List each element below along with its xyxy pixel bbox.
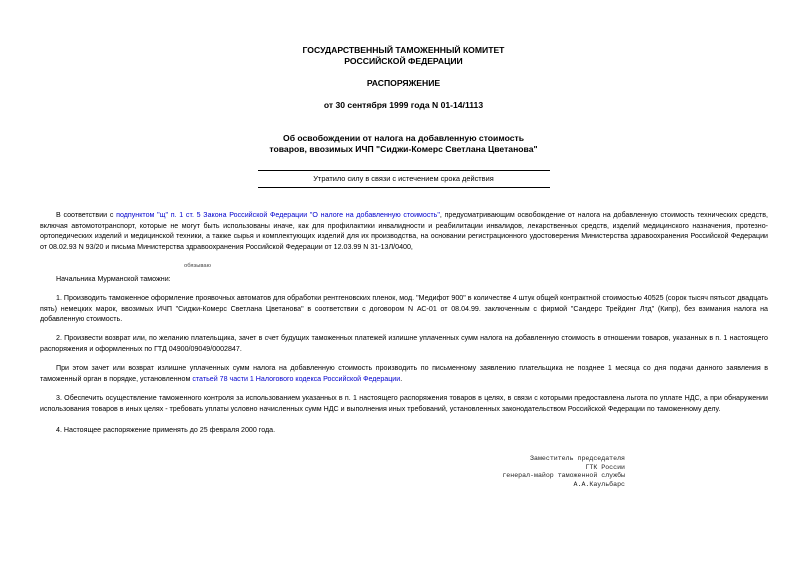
status-note: Утратило силу в связи с истечением срока действия bbox=[313, 174, 494, 183]
signature-name: А.А.Каульбарс bbox=[573, 480, 625, 488]
item-2-note-text: При этом зачет или возврат излишне уплаченных сумм налога на добавленную стоимость производить по письменному заявлению плательщика не позднее 1 месяца со дня подачи данного заявления в таможенный орган в порядке, установленном bbox=[40, 364, 768, 383]
addressee: Начальника Мурманской таможни: bbox=[56, 275, 171, 283]
doc-date-number: от 30 сентября 1999 года N 01-14/1113 bbox=[323, 100, 484, 110]
law-link[interactable]: подпунктом "щ" п. 1 ст. 5 Закона Российской Федерации "О налоге на добавленную стоимость" bbox=[116, 211, 440, 219]
preamble-paragraph bbox=[40, 210, 768, 252]
item-2-note-end: . bbox=[400, 374, 403, 383]
doc-title-line2: товаров, ввозимых ИЧП "Сиджи-Комерс Светлана Цветанова" bbox=[269, 144, 538, 154]
item-2-note bbox=[40, 363, 768, 384]
divider-bottom bbox=[258, 187, 550, 188]
obliges-word: обязываю bbox=[184, 263, 211, 269]
org-name-line1: ГОСУДАРСТВЕННЫЙ ТАМОЖЕННЫЙ КОМИТЕТ bbox=[302, 45, 505, 55]
item-4: 4. Настоящее распоряжение применять до 25 февраля 2000 года. bbox=[56, 426, 276, 434]
item-1: 1. Производить таможенное оформление проявочных автоматов для обработки рентгеновских пленок, мод. "Медифот 900" в количестве 4 штук общей контрактной стоимостью 40525 (сорок тысяч пятьсот двадцать пять) немецких марок, ввозимых ИЧП "Сиджи-Комерс Светлана Цветанова" в соответствии с договором N АС-01 от 08.04.99. заключенным с фирмой "Сандерс Трейдинг Лтд" (Кипр), без взимания налога на добавленную стоимость. bbox=[40, 294, 768, 324]
signature-line2: ГТК России bbox=[585, 463, 625, 471]
tax-code-link[interactable]: статьей 78 части 1 Налогового кодекса Российской Федерации bbox=[192, 374, 401, 383]
item-2: 2. Произвести возврат или, по желанию плательщика, зачет в счет будущих таможенных платежей излишне уплаченных сумм налога на добавленную стоимость в отношении товаров, указанных в п. 1 настоящего распоряжения и оформленных по ГТД 04900/09049/0002847. bbox=[40, 334, 768, 353]
signature-line3: генерал-майор таможенной службы bbox=[502, 472, 625, 480]
preamble-rest: , предусматривающим освобождение от налога на добавленную стоимость технических средств, включая автомототранспорт, которые не могут быть использованы иначе, как для профилактики инвалидности и реабилитации инвалидов, лекарственных средств, изделий медицинского назначения, протезно-ортопедических изделий и медицинской техники, а также сырья и комплектующих изделий для их производства, на основании регистрационного удостоверения Министерства здравоохранения Российской Федерации от 08.02.93 N 93/20 и письма Министерства здравоохранения Российской Федерации от 12.03.99 N 31-13Л/0400, bbox=[40, 211, 768, 251]
doc-title-line1: Об освобождении от налога на добавленную стоимость bbox=[283, 133, 524, 143]
divider-top bbox=[258, 170, 550, 171]
doc-type: РАСПОРЯЖЕНИЕ bbox=[366, 78, 441, 88]
signature-block bbox=[480, 455, 625, 489]
signature-line1: Заместитель председателя bbox=[530, 455, 625, 462]
org-name-line2: РОССИЙСКОЙ ФЕДЕРАЦИИ bbox=[344, 56, 463, 66]
preamble-intro: В соответствии с bbox=[56, 211, 117, 219]
item-3: 3. Обеспечить осуществление таможенного контроля за использованием указанных в п. 1 настоящего распоряжения товаров в целях, в связи с которыми предоставлена льгота по уплате НДС, а при обнаружении использования товаров в иных целях - требовать уплаты условно начисленных сумм НДС и выполнения иных требований, установленных законодательством Российской Федерации по таможенному делу. bbox=[40, 394, 768, 413]
